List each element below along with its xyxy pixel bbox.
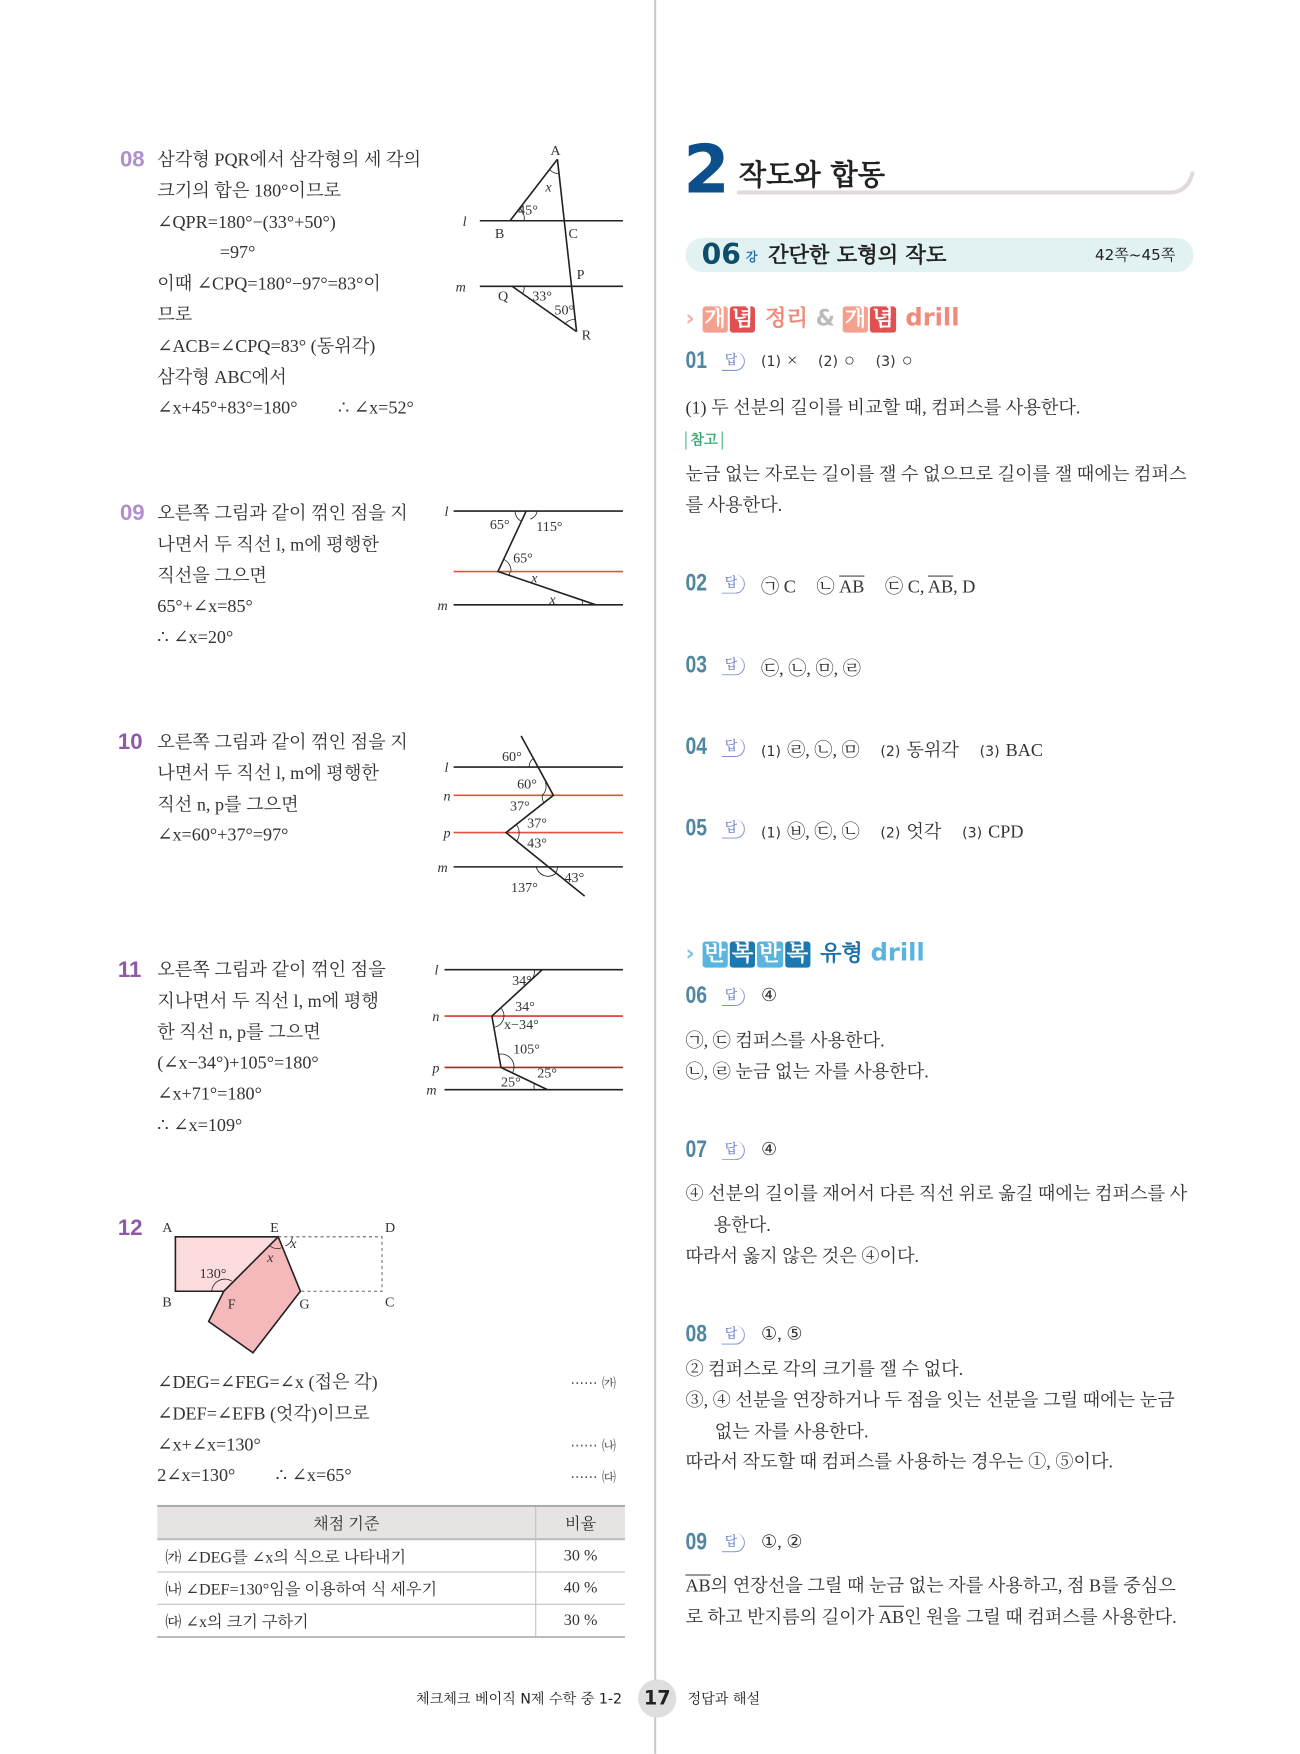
column-header: 채점 기준 xyxy=(157,1506,536,1539)
note-label: 참고 xyxy=(685,431,722,449)
question-number: 09 xyxy=(119,499,145,526)
answer-number: 07 xyxy=(685,1136,707,1164)
answer-number: 06 xyxy=(685,981,707,1010)
lesson-title: 간단한 도형의 작도 xyxy=(768,242,947,268)
angle-label: 43° xyxy=(527,835,547,852)
segment-value: $\overline{AB}$ xyxy=(685,1575,711,1596)
heading-badge: 개 xyxy=(702,306,727,332)
line-label: m xyxy=(426,1082,437,1099)
solution-line: 오른쪽 그림과 같이 꺾인 점을 지 xyxy=(157,731,408,752)
heading-text: 유형 xyxy=(819,941,863,967)
solution-line: ∠x+∠x=130° xyxy=(157,1433,261,1455)
chapter-title: 작도와 합동 xyxy=(738,158,886,192)
point-label: E xyxy=(270,1219,279,1236)
explanation-line: 용한다. xyxy=(713,1214,771,1235)
point-label: Q xyxy=(497,288,509,305)
note-line: 눈금 없는 자로는 길이를 잴 수 없으므로 길이를 잴 때에는 컴퍼스 xyxy=(685,463,1187,484)
chevron-right-icon: › xyxy=(685,306,695,332)
angle-label: 25° xyxy=(500,1074,521,1091)
solution-line: 나면서 두 직선 l, m에 평행한 xyxy=(157,534,379,555)
step-marker: ······ ㈐ xyxy=(570,1469,617,1486)
heading-badge: 복 xyxy=(730,941,755,967)
answer-value: ㉣, ㉡, ㉤ xyxy=(787,739,860,761)
angle-label: 115° xyxy=(536,519,563,536)
solution-line: ∠ACB=∠CPQ=83° (동위각) xyxy=(157,335,376,356)
solution-line: ∠x+71°=180° xyxy=(157,1083,262,1104)
answer-badge: 답 xyxy=(722,987,745,1006)
solution-line: 직선을 그으면 xyxy=(157,565,267,586)
heading-badge: 반 xyxy=(757,941,782,967)
explanation xyxy=(685,1570,1176,1632)
angle-label: 37° xyxy=(527,815,547,832)
line-label: l xyxy=(444,504,449,521)
solution-line: 오른쪽 그림과 같이 꺾인 점을 지 xyxy=(157,502,408,524)
note-line: 를 사용한다. xyxy=(685,494,783,515)
section-heading-concept xyxy=(685,301,959,332)
answer-text xyxy=(761,736,1043,762)
angle-label: 130° xyxy=(199,1266,227,1283)
heading-ampersand: & xyxy=(815,306,835,332)
column-header: 비율 xyxy=(536,1506,625,1539)
answer-badge: 답 xyxy=(722,1533,745,1552)
heading-badge: 개 xyxy=(843,306,868,332)
point-label: B xyxy=(162,1294,172,1311)
angle-label: x−34° xyxy=(504,1017,539,1034)
solution-line: ∠DEF=∠EFB (엇각)이므로 xyxy=(157,1402,370,1424)
angle-label: 33° xyxy=(532,288,552,305)
choice-mark: ㉢ xyxy=(885,576,904,597)
explanation-line: ③, ④ 선분을 연장하거나 두 점을 잇는 선분을 그릴 때에는 눈금 xyxy=(685,1389,1175,1410)
explanation xyxy=(685,1354,1174,1478)
choice-mark: ㉠ xyxy=(761,576,780,597)
answer-badge: 답 xyxy=(722,575,745,594)
solution-line: 65°+∠x=85° xyxy=(157,596,253,617)
explanation-line: (1) 두 선분의 길이를 비교할 때, 컴퍼스를 사용한다. xyxy=(685,397,1081,418)
solution-line: 삼각형 PQR에서 삼각형의 세 각의 xyxy=(157,149,422,170)
equation: 2∠x=130° xyxy=(157,1465,236,1486)
line-label: m xyxy=(455,279,466,296)
solution-line: ∴ ∠x=20° xyxy=(157,627,234,648)
answer-text: ④ xyxy=(761,984,778,1005)
answer-text: ①, ⑤ xyxy=(761,1323,803,1344)
criterion-cell: ㈏ ∠DEF=130°임을 이용하여 식 세우기 xyxy=(157,1572,536,1604)
answer-value: ㉥, ㉢, ㉡ xyxy=(787,821,860,842)
answer-text xyxy=(761,573,975,599)
conclusion: ∴ ∠x=65° xyxy=(275,1465,352,1486)
angle-label: 105° xyxy=(513,1041,540,1058)
line-label: l xyxy=(434,962,439,979)
solution-line: 한 직선 n, p를 그으면 xyxy=(157,1021,321,1042)
ratio-cell: 40 % xyxy=(536,1572,625,1604)
answer-badge: 답 xyxy=(722,1326,745,1345)
question-number: 12 xyxy=(117,1214,143,1240)
segment-value: $\overline{AB}$ xyxy=(927,576,954,597)
section-heading-drill xyxy=(685,936,924,967)
part-label: (2) xyxy=(817,353,838,370)
heading-text: drill xyxy=(870,938,925,967)
answer-badge: 답 xyxy=(722,656,745,675)
angle-label: x xyxy=(267,1250,274,1267)
explanation-line: ② 컴퍼스로 각의 크기를 잴 수 없다. xyxy=(685,1358,964,1379)
answer-value: , D xyxy=(953,576,976,597)
text: 로 하고 반지름의 길이가 xyxy=(685,1606,879,1627)
angle-label: x xyxy=(549,591,556,608)
answer-badge: 답 xyxy=(722,738,745,757)
point-label: D xyxy=(385,1219,396,1236)
lesson-banner xyxy=(685,238,1193,272)
point-label: R xyxy=(581,327,592,344)
angle-label: x xyxy=(545,179,552,196)
explanation-line: ㉡, ㉣ 눈금 없는 자를 사용한다. xyxy=(685,1061,929,1082)
solution-line: ∠DEG=∠FEG=∠x (접은 각) xyxy=(157,1371,378,1393)
solution-line: 크기의 합은 180°이므로 xyxy=(157,180,342,201)
explanation-line: 없는 자를 사용한다. xyxy=(714,1420,869,1442)
conclusion: ∴ ∠x=52° xyxy=(337,397,414,418)
answer-number: 04 xyxy=(685,732,707,761)
ratio-cell: 30 % xyxy=(536,1539,625,1572)
solution-line: 오른쪽 그림과 같이 꺾인 점을 xyxy=(157,959,386,980)
heading-text: drill xyxy=(905,303,960,332)
point-label: A xyxy=(550,143,561,160)
line-label: l xyxy=(462,213,467,230)
point-label: A xyxy=(162,1219,173,1236)
part-label: (3) xyxy=(962,825,983,842)
answer-number: 05 xyxy=(685,814,707,842)
figure-q09-labels xyxy=(437,504,562,614)
explanation xyxy=(685,1025,928,1087)
angle-label: 65° xyxy=(513,550,533,567)
answer-number: 09 xyxy=(685,1528,707,1556)
line-label: n xyxy=(432,1009,440,1026)
angle-label: 43° xyxy=(564,870,585,886)
explanation-line xyxy=(685,1602,1176,1633)
solution-line: =97° xyxy=(219,242,256,263)
answer-text xyxy=(761,350,913,371)
part-label: (1) xyxy=(761,743,782,761)
point-label: P xyxy=(576,267,585,284)
solution-line: 이때 ∠CPQ=180°−97°=83°이 xyxy=(157,273,381,294)
part-label: (2) xyxy=(880,825,901,842)
solution-line: 삼각형 ABC에서 xyxy=(157,366,287,387)
answer-number: 03 xyxy=(685,651,707,679)
text: 인 원을 그릴 때 컴퍼스를 사용한다. xyxy=(904,1606,1177,1627)
chevron-right-icon: › xyxy=(685,941,695,967)
heading-badge: 반 xyxy=(702,941,727,967)
question-number: 11 xyxy=(117,956,142,982)
answer-value: ○ xyxy=(901,349,913,370)
solution-line: 므로 xyxy=(157,304,193,325)
line-label: p xyxy=(443,825,451,842)
angle-label: 137° xyxy=(511,880,538,897)
explanation-line: ㉠, ㉢ 컴퍼스를 사용한다. xyxy=(685,1030,885,1051)
point-label: F xyxy=(227,1296,236,1313)
answer-badge: 답 xyxy=(722,820,745,839)
solution-line: ∠QPR=180°−(33°+50°) xyxy=(157,211,336,232)
choice-mark: ㉡ xyxy=(816,576,835,597)
answer-value: ○ xyxy=(844,349,856,370)
line-label: m xyxy=(437,597,448,614)
line-label: n xyxy=(443,788,451,805)
answer-number: 02 xyxy=(685,569,707,597)
criterion-cell: ㈎ ∠DEG를 ∠x의 식으로 나타내기 xyxy=(157,1539,536,1572)
answer-text: ㉢, ㉡, ㉤, ㉣ xyxy=(761,658,861,679)
question-number: 10 xyxy=(117,728,143,754)
angle-label: 37° xyxy=(510,798,530,815)
point-label: B xyxy=(494,225,505,242)
page-number: 17 xyxy=(638,1679,676,1717)
answer-number: 08 xyxy=(685,1320,707,1348)
answer-text xyxy=(761,817,1023,843)
segment-value: $\overline{AB}$ xyxy=(839,576,865,597)
answer-badge: 답 xyxy=(722,1141,745,1160)
lesson-number: 06 xyxy=(701,237,741,272)
part-label: (3) xyxy=(979,743,1000,761)
explanation xyxy=(685,1178,1187,1271)
part-label: (3) xyxy=(875,353,896,370)
angle-label: 60° xyxy=(501,749,522,766)
answer-value: 동위각 xyxy=(906,739,959,761)
angle-label: 25° xyxy=(537,1065,558,1082)
angle-label: 34° xyxy=(512,972,532,989)
angle-label: x xyxy=(290,1235,297,1252)
point-label: C xyxy=(568,225,578,242)
angle-label: 45° xyxy=(518,202,538,219)
answer-badge: 답 xyxy=(722,352,745,371)
figure-q12 xyxy=(175,1237,382,1353)
answer-text: ①, ② xyxy=(761,1531,803,1552)
angle-label: 34° xyxy=(515,999,535,1016)
answer-text: ④ xyxy=(761,1139,778,1160)
criterion-cell: ㈐ ∠x의 크기 구하기 xyxy=(157,1604,536,1637)
angle-label: 50° xyxy=(554,302,575,319)
answer-number: 01 xyxy=(685,346,707,374)
part-label: (1) xyxy=(761,353,782,370)
ratio-cell: 30 % xyxy=(536,1604,625,1637)
solution-line: 지나면서 두 직선 l, m에 평행 xyxy=(157,990,379,1011)
answer-value: C, xyxy=(907,576,928,597)
solution-line: ∴ ∠x=109° xyxy=(157,1114,243,1135)
explanation-line: 따라서 작도할 때 컴퍼스를 사용하는 경우는 ①, ⑤이다. xyxy=(685,1451,1114,1473)
note-text xyxy=(685,459,1186,521)
step-marker: ······ ㈎ xyxy=(570,1375,617,1393)
lesson-suffix: 강 xyxy=(745,249,758,265)
answer-value: CPD xyxy=(988,821,1024,842)
solution-line: ∠x=60°+37°=97° xyxy=(157,824,289,846)
part-label: (1) xyxy=(761,825,782,842)
line-label: m xyxy=(437,859,448,876)
question-number: 08 xyxy=(119,146,145,172)
explanation-line: ④ 선분의 길이를 재어서 다른 직선 위로 옮길 때에는 컴퍼스를 사 xyxy=(685,1183,1188,1204)
angle-label: x xyxy=(531,570,538,587)
footer-book-title: 체크체크 베이직 N제 수학 중 1-2 xyxy=(415,1691,622,1708)
heading-text: 정리 xyxy=(765,306,808,332)
chapter-number: 2 xyxy=(683,131,730,209)
heading-badge: 복 xyxy=(785,941,810,967)
answer-value: BAC xyxy=(1005,739,1043,761)
angle-arc xyxy=(522,286,524,294)
figure-q08-labels xyxy=(456,143,592,343)
solution-line: 직선 n, p를 그으면 xyxy=(157,793,299,815)
angle-label: 65° xyxy=(489,517,510,534)
text: 의 연장선을 그릴 때 눈금 없는 자를 사용하고, 점 B를 중심으 xyxy=(710,1575,1176,1596)
answer-value: 엇각 xyxy=(906,821,942,842)
solution-line: 나면서 두 직선 l, m에 평행한 xyxy=(157,762,379,784)
part-label: (2) xyxy=(880,743,901,761)
line-label: l xyxy=(444,760,449,777)
answer-value: × xyxy=(787,349,798,370)
footer-section: 정답과 해설 xyxy=(687,1691,761,1708)
heading-badge: 념 xyxy=(870,306,895,332)
figure-q11-labels xyxy=(426,963,557,1099)
equation: ∠x+45°+83°=180° xyxy=(157,397,298,418)
step-marker: ······ ㈏ xyxy=(570,1438,617,1455)
heading-badge: 념 xyxy=(730,306,755,332)
answer-value: C xyxy=(783,576,796,597)
explanation-line xyxy=(685,1570,1176,1601)
segment-value: $\overline{AB}$ xyxy=(878,1606,905,1627)
lesson-pages: 42쪽~45쪽 xyxy=(1094,245,1176,265)
solution-line: (∠x−34°)+105°=180° xyxy=(157,1052,319,1073)
point-label: C xyxy=(385,1294,395,1311)
angle-label: 60° xyxy=(517,776,537,793)
line-label: p xyxy=(432,1060,440,1077)
point-label: G xyxy=(299,1296,310,1313)
explanation-line: 따라서 옳지 않은 것은 ④이다. xyxy=(685,1245,920,1266)
figure-q10-labels xyxy=(437,749,584,896)
